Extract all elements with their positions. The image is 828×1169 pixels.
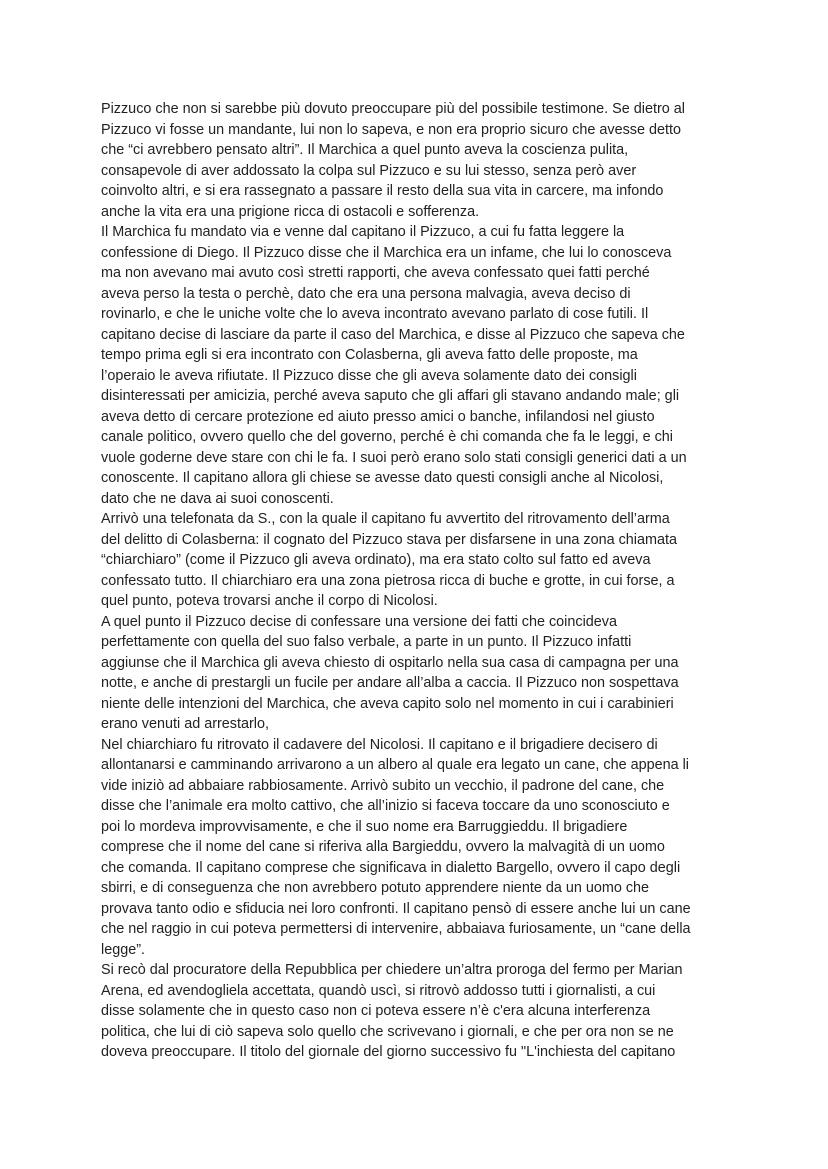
text-line: aggiunse che il Marchica gli aveva chiesto di ospitarlo nella sua casa di campagna per una — [101, 654, 679, 671]
text-line: Pizzuco vi fosse un mandante, lui non lo sapeva, e non era proprio sicuro che avesse detto — [101, 121, 681, 138]
text-line: ma non avevano mai avuto così stretti rapporti, che aveva confessato quei fatti perché — [101, 265, 650, 281]
text-line: Arena, ed avendogliela accettata, quandò uscì, si ritrovò addosso tutti i giornalisti, a cui — [101, 982, 656, 999]
text-line: conoscente. Il capitano allora gli chiese se avesse dato questi consigli anche al Nicolosi, — [101, 470, 664, 486]
text-line: politica, che lui di ciò sapeva solo quello che scrivevano i giornali, e che per ora non se ne — [101, 1023, 674, 1040]
text-line: confessione di Diego. Il Pizzuco disse che il Marchica era un infame, che lui lo conosceva — [101, 244, 672, 261]
text-line: poi lo mordeva improvvisamente, e che il suo nome era Barruggieddu. Il brigadiere — [101, 818, 628, 835]
text-line: anche la vita era una prigione ricca di ostacoli e sofferenza. — [101, 203, 480, 220]
text-line: dato che ne dava ai suoi conoscenti. — [101, 490, 334, 507]
text-line: del delitto di Colasberna: il cognato del Pizzuco stava per disfarsene in una zona chiamata — [101, 531, 677, 548]
text-line: vide iniziò ad abbaiare rabbiosamente. Arrivò subito un vecchio, il padrone del cane, che — [101, 777, 665, 794]
text-line: disinteressati per amicizia, perché aveva saputo che gli affari gli stavano andando male; gli — [101, 388, 680, 404]
text-line: notte, e anche di prestargli un fucile per andare all’alba a caccia. Il Pizzuco non sospettava — [101, 675, 679, 691]
text-line: quel punto, poteva trovarsi anche il corpo di Nicolosi. — [101, 593, 438, 609]
text-line: che comanda. Il capitano comprese che significava in dialetto Bargello, ovvero il capo degli — [101, 859, 681, 876]
text-line: consapevole di aver addossato la colpa sul Pizzuco e su lui stesso, senza però aver — [101, 162, 637, 179]
text-line: l’operaio le aveva rifiutate. Il Pizzuco disse che gli aveva solamente dato dei consigli — [101, 367, 637, 384]
text-line: doveva preoccupare. Il titolo del giornale del giorno successivo fu "L'inchiesta del capitano — [101, 1044, 676, 1060]
text-line: sbirri, e di conseguenza che non avrebbero potuto apprendere niente da un uomo che — [101, 880, 650, 896]
text-line: aveva detto di cercare protezione ed aiuto presso amici o banche, infilandosi nel giusto — [101, 408, 655, 425]
text-line: disse che l’animale era molto cattivo, che all’inizio si faceva toccare da uno sconosciuto e — [101, 798, 670, 814]
text-line: niente delle intenzioni del Marchica, che aveva capito solo nel momento in cui i carabinieri — [101, 695, 674, 712]
text-line: comprese che il nome del cane si riferiva alla Bargieddu, ovvero la malvagità di un uomo — [101, 839, 665, 855]
text-line: “chiarchiaro” (come il Pizzuco gli aveva ordinato), ma era stato colto sul fatto ed aveva — [101, 552, 651, 568]
text-line: aveva perso la testa o perchè, dato che era una persona malvagia, aveva deciso di — [101, 285, 631, 302]
text-line: erano venuti ad arrestarlo, — [101, 716, 269, 732]
text-line: vuole goderne deve stare con chi le fa. I suoi però erano solo stati consigli generici dati a un — [101, 449, 687, 466]
text-line: coinvolto altri, e si era rassegnato a passare il resto della sua vita in carcere, ma infondo — [101, 183, 664, 199]
text-line: allontanarsi e camminando arrivarono a un albero al quale era legato un cane, che appena li — [101, 757, 690, 773]
text-line: Arrivò una telefonata da S., con la quale il capitano fu avvertito del ritrovamento dell’arma — [101, 511, 670, 527]
text-line: Il Marchica fu mandato via e venne dal capitano il Pizzuco, a cui fu fatta leggere la — [101, 224, 625, 240]
text-line: perfettamente con quella del suo falso verbale, a parte in un punto. Il Pizzuco infatti — [101, 634, 632, 650]
text-line: provava tanto odio e sfiducia nei loro confronti. Il capitano pensò di essere anche lui un cane — [101, 900, 691, 917]
text-line: Si recò dal procuratore della Repubblica per chiedere un’altra proroga del fermo per Marian — [101, 962, 683, 978]
document-body — [101, 99, 741, 1063]
text-line: che nel raggio in cui poteva permettersi di intervenire, abbaiava furiosamente, un “cane della — [101, 921, 691, 937]
text-line: disse solamente che in questo caso non ci poteva essere n’è c'era alcuna interferenza — [101, 1003, 651, 1019]
text-line: rovinarlo, e che le uniche volte che lo aveva incontrato avevano parlato di cose futili. Il — [101, 306, 649, 322]
text-line: canale politico, ovvero quello che del governo, perché è chi comanda che fa le leggi, e chi — [101, 429, 673, 445]
text-line: legge”. — [101, 941, 146, 958]
text-line: capitano decise di lasciare da parte il caso del Marchica, e disse al Pizzuco che sapeva che — [101, 326, 685, 343]
text-line: tempo prima egli si era incontrato con Colasberna, gli aveva fatto delle proposte, ma — [101, 347, 638, 363]
text-line: Nel chiarchiaro fu ritrovato il cadavere del Nicolosi. Il capitano e il brigadiere decisero di — [101, 736, 658, 753]
text-line: che “ci avrebbero pensato altri”. Il Marchica a quel punto aveva la coscienza pulita, — [101, 142, 629, 158]
text-line: confessato tutto. Il chiarchiaro era una zona pietrosa ricca di buche e grotte, in cui forse, a — [101, 572, 675, 589]
text-line: A quel punto il Pizzuco decise di confessare una versione dei fatti che coincideva — [101, 613, 617, 630]
text-line: Pizzuco che non si sarebbe più dovuto preoccupare più del possibile testimone. Se dietro al — [101, 101, 685, 117]
